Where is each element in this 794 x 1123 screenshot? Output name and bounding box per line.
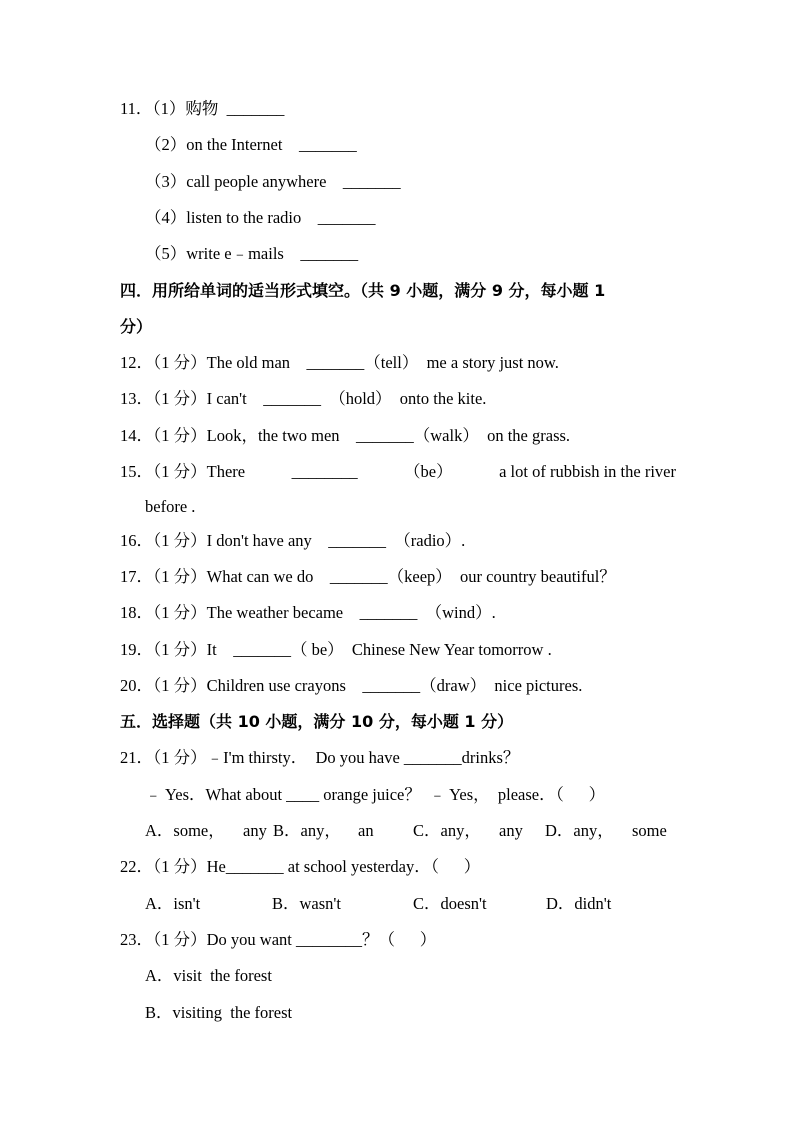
option-a-word: any <box>243 821 267 840</box>
question-20: 20．（1 分）Children use crayons _______（draw） nice pictures. <box>120 676 583 695</box>
option-c-word: any <box>499 821 523 840</box>
section-4-title-cont: 分） <box>120 317 153 336</box>
question-23-option-b: B．visiting the forest <box>145 1003 293 1022</box>
option-a: A．some， <box>145 821 225 840</box>
question-15 <box>120 461 676 483</box>
option-b: B．any， <box>273 821 341 840</box>
question-11-head: 11．（1）购物 _______ <box>120 99 285 118</box>
option-b-word: an <box>358 821 374 840</box>
question-15-cont: before . <box>145 497 196 516</box>
section-4-title: 四．用所给单词的适当形式填空。（共 9 小题，满分 9 分，每小题 1 <box>120 281 606 300</box>
question-11-item-2: （2）on the Internet _______ <box>145 135 357 154</box>
question-11-item-4: （4）listen to the radio _______ <box>145 208 376 227</box>
question-21-line-2: ﹣ Yes．What about ____ orange juice？ ﹣ Yes， please．（ ） <box>145 785 606 804</box>
question-11-item-5: （5）write e﹣mails _______ <box>145 244 359 263</box>
option-d: D．didn't <box>546 894 612 913</box>
question-15-hint: （be） <box>404 462 453 481</box>
question-22-options <box>145 893 676 915</box>
question-21-options <box>145 820 676 842</box>
option-d: D．any， <box>545 821 614 840</box>
option-a: A．isn't <box>145 894 201 913</box>
question-11-item-3: （3）call people anywhere _______ <box>145 172 401 191</box>
question-17: 17．（1 分）What can we do _______（keep） our country beautiful？ <box>120 567 616 586</box>
option-d-word: some <box>632 821 667 840</box>
question-14: 14．（1 分）Look，the two men _______（walk） on the grass. <box>120 426 571 445</box>
question-21: 21．（1 分）﹣I'm thirsty． Do you have _______drinks？ <box>120 748 520 767</box>
question-15-part-1: 15．（1 分）There <box>120 462 246 481</box>
question-18: 18．（1 分）The weather became _______ （wind）. <box>120 603 496 622</box>
question-15-blank: ________ <box>291 462 358 481</box>
question-13: 13．（1 分）I can't _______ （hold） onto the kite. <box>120 389 487 408</box>
option-c: C．doesn't <box>413 894 487 913</box>
question-22: 22．（1 分）He_______ at school yesterday．（ ） <box>120 857 481 876</box>
question-15-part-2: a lot of rubbish in the river <box>499 462 676 481</box>
question-16: 16．（1 分）I don't have any _______ （radio）. <box>120 531 466 550</box>
question-23: 23．（1 分）Do you want ________？（ ） <box>120 930 437 949</box>
option-b: B．wasn't <box>272 894 341 913</box>
section-5-title: 五．选择题（共 10 小题，满分 10 分，每小题 1 分） <box>120 712 514 731</box>
option-c: C．any， <box>413 821 481 840</box>
question-23-option-a: A．visit the forest <box>145 966 272 985</box>
question-12: 12．（1 分）The old man _______（tell） me a story just now. <box>120 353 559 372</box>
question-19: 19．（1 分）It _______（ be） Chinese New Year tomorrow . <box>120 640 552 659</box>
